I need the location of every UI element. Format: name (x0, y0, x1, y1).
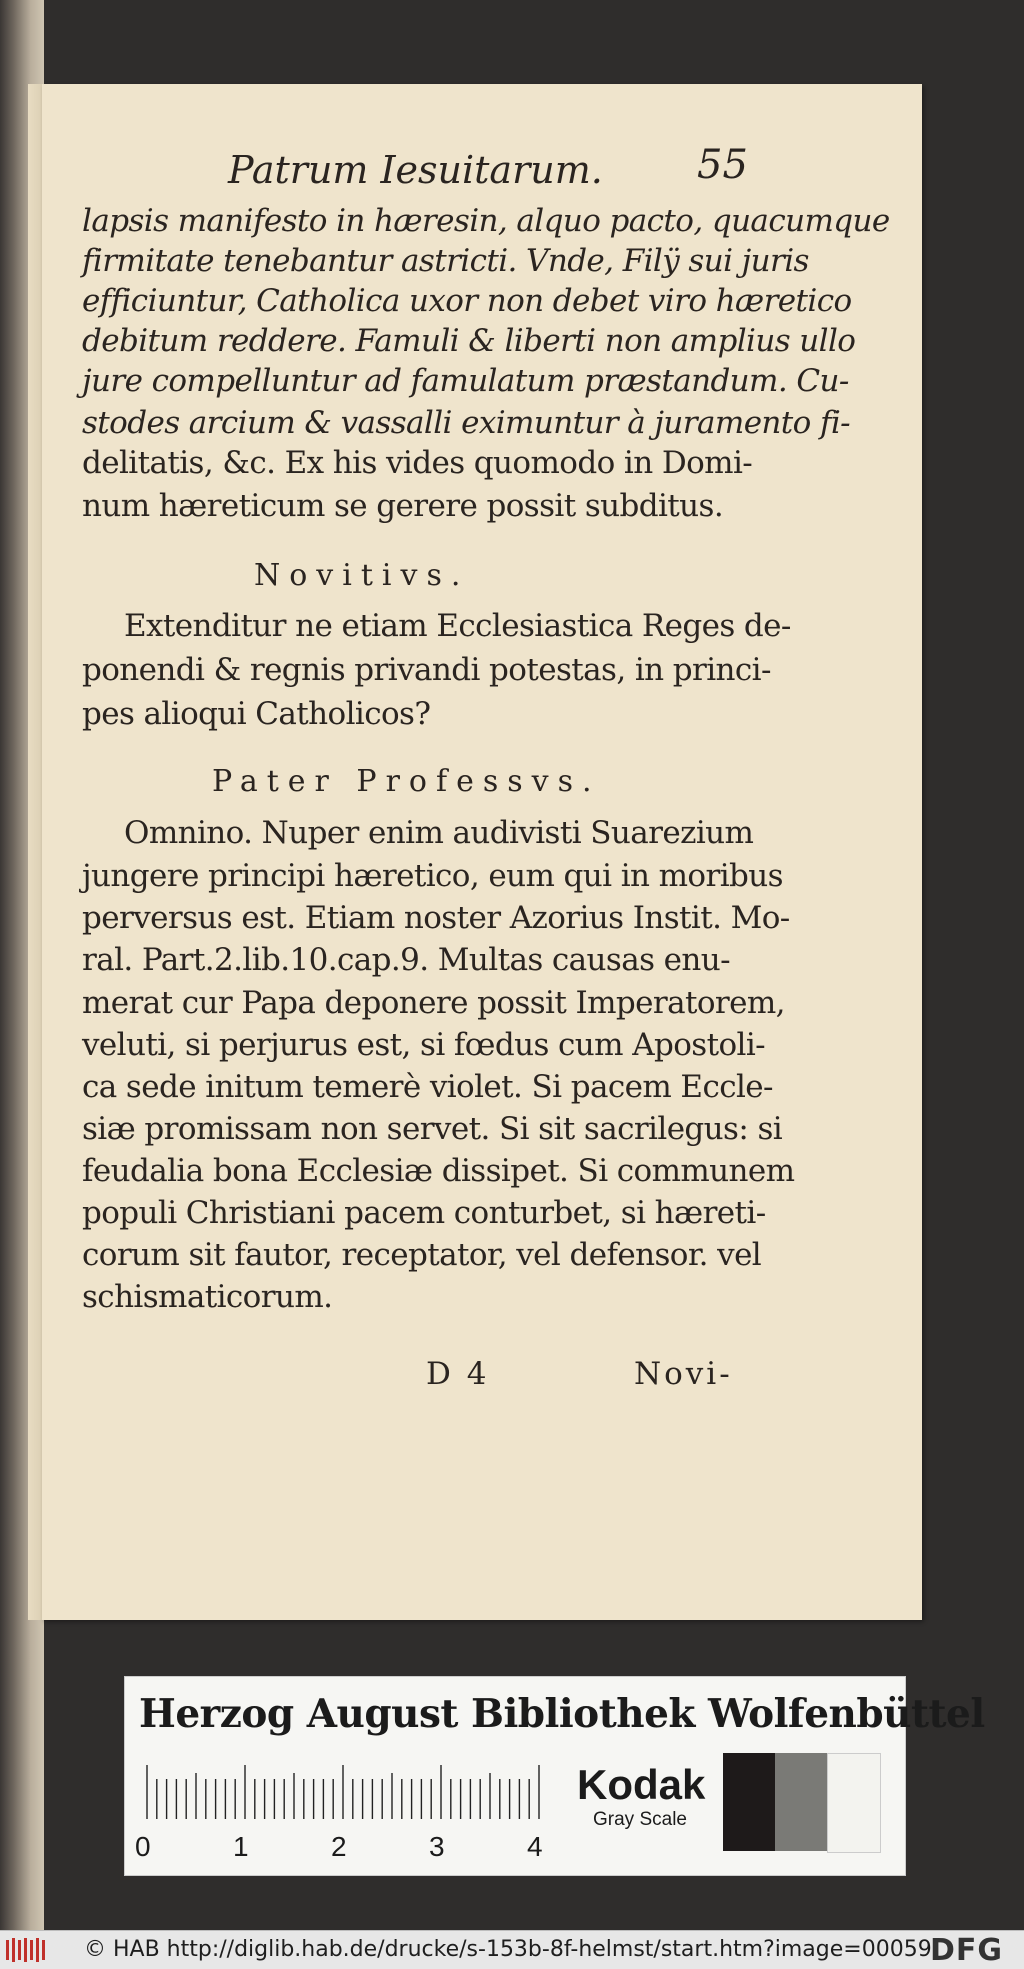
viewer-footer (0, 1930, 1024, 1969)
text-line: jungere principi hæretico, eum qui in moribus (82, 858, 783, 894)
text-line: ponendi & regnis privandi potestas, in princi- (82, 652, 771, 688)
signature-mark: D 4 (426, 1356, 490, 1392)
text-line: ral. Part.2.lib.10.cap.9. Multas causas enu- (82, 942, 731, 978)
text-line: lapsis manifesto in hæresin, alquo pacto, quacumque (82, 203, 890, 239)
color-scale-card (124, 1676, 985, 1876)
ruler-ticks (141, 1763, 571, 1863)
gray-patch-mid (775, 1753, 827, 1851)
gray-scale-label: Gray Scale (593, 1809, 687, 1830)
ruler-number-3: 3 (429, 1831, 445, 1862)
ruler-number-0: 0 (135, 1831, 151, 1862)
ruler-number-1: 1 (233, 1831, 249, 1862)
hab-logo-icon (4, 1936, 48, 1964)
text-line: pes alioqui Catholicos? (82, 696, 431, 732)
text-line: jure compelluntur ad famulatum præstandum. Cu- (82, 363, 849, 399)
running-header: Patrum Iesuitarum. (228, 148, 603, 192)
speaker-heading-pater: Pater Professvs. (212, 764, 601, 799)
ruler-number-2: 2 (331, 1831, 347, 1862)
catchword: Novi- (634, 1356, 733, 1392)
text-line: debitum reddere. Famuli & liberti non amplius ullo (82, 323, 856, 359)
text-line: veluti, si perjurus est, si fœdus cum Apostoli- (82, 1027, 766, 1063)
text-line: feudalia bona Ecclesiæ dissipet. Si communem (82, 1153, 795, 1189)
text-line: siæ promissam non servet. Si sit sacrilegus: si (82, 1111, 783, 1147)
library-title: Herzog August Bibliothek Wolfenbüttel (139, 1691, 985, 1737)
text-line: Omnino. Nuper enim audivisti Suarezium (124, 815, 754, 851)
text-line: delitatis, &c. Ex his vides quomodo in Domi- (82, 445, 753, 481)
speaker-heading-novitius: Novitivs. (254, 558, 470, 593)
text-line: merat cur Papa deponere possit Imperatorem, (82, 985, 785, 1021)
text-line: efficiuntur, Catholica uxor non debet viro hæretico (82, 283, 852, 319)
text-line: firmitate tenebantur astricti. Vnde, Filÿ sui juris (82, 243, 809, 279)
text-line: stodes arcium & vassalli eximuntur à juramento fi- (82, 405, 851, 441)
text-line: Extenditur ne etiam Ecclesiastica Reges de- (124, 608, 791, 644)
gray-patch-white (827, 1753, 881, 1853)
text-line: perversus est. Etiam noster Azorius Instit. Mo- (82, 900, 790, 936)
dfg-logo: DFG (930, 1933, 1004, 1968)
text-line: ca sede initum temerè violet. Si pacem Eccle- (82, 1069, 773, 1105)
measurement-ruler (135, 1763, 571, 1863)
copyright-link[interactable]: © HAB http://diglib.hab.de/drucke/s-153b-8f-helmst/start.htm?image=00059 (84, 1937, 932, 1962)
gray-patch-black (723, 1753, 775, 1851)
page-number: 55 (697, 142, 748, 188)
text-line: corum sit fautor, receptator, vel defensor. vel (82, 1237, 762, 1273)
text-line: num hæreticum se gerere possit subditus. (82, 488, 724, 524)
ruler-number-4: 4 (527, 1831, 543, 1862)
text-line: schismaticorum. (82, 1279, 333, 1315)
text-line: populi Christiani pacem conturbet, si hæreti- (82, 1195, 766, 1231)
kodak-logo-text: Kodak (577, 1761, 706, 1808)
